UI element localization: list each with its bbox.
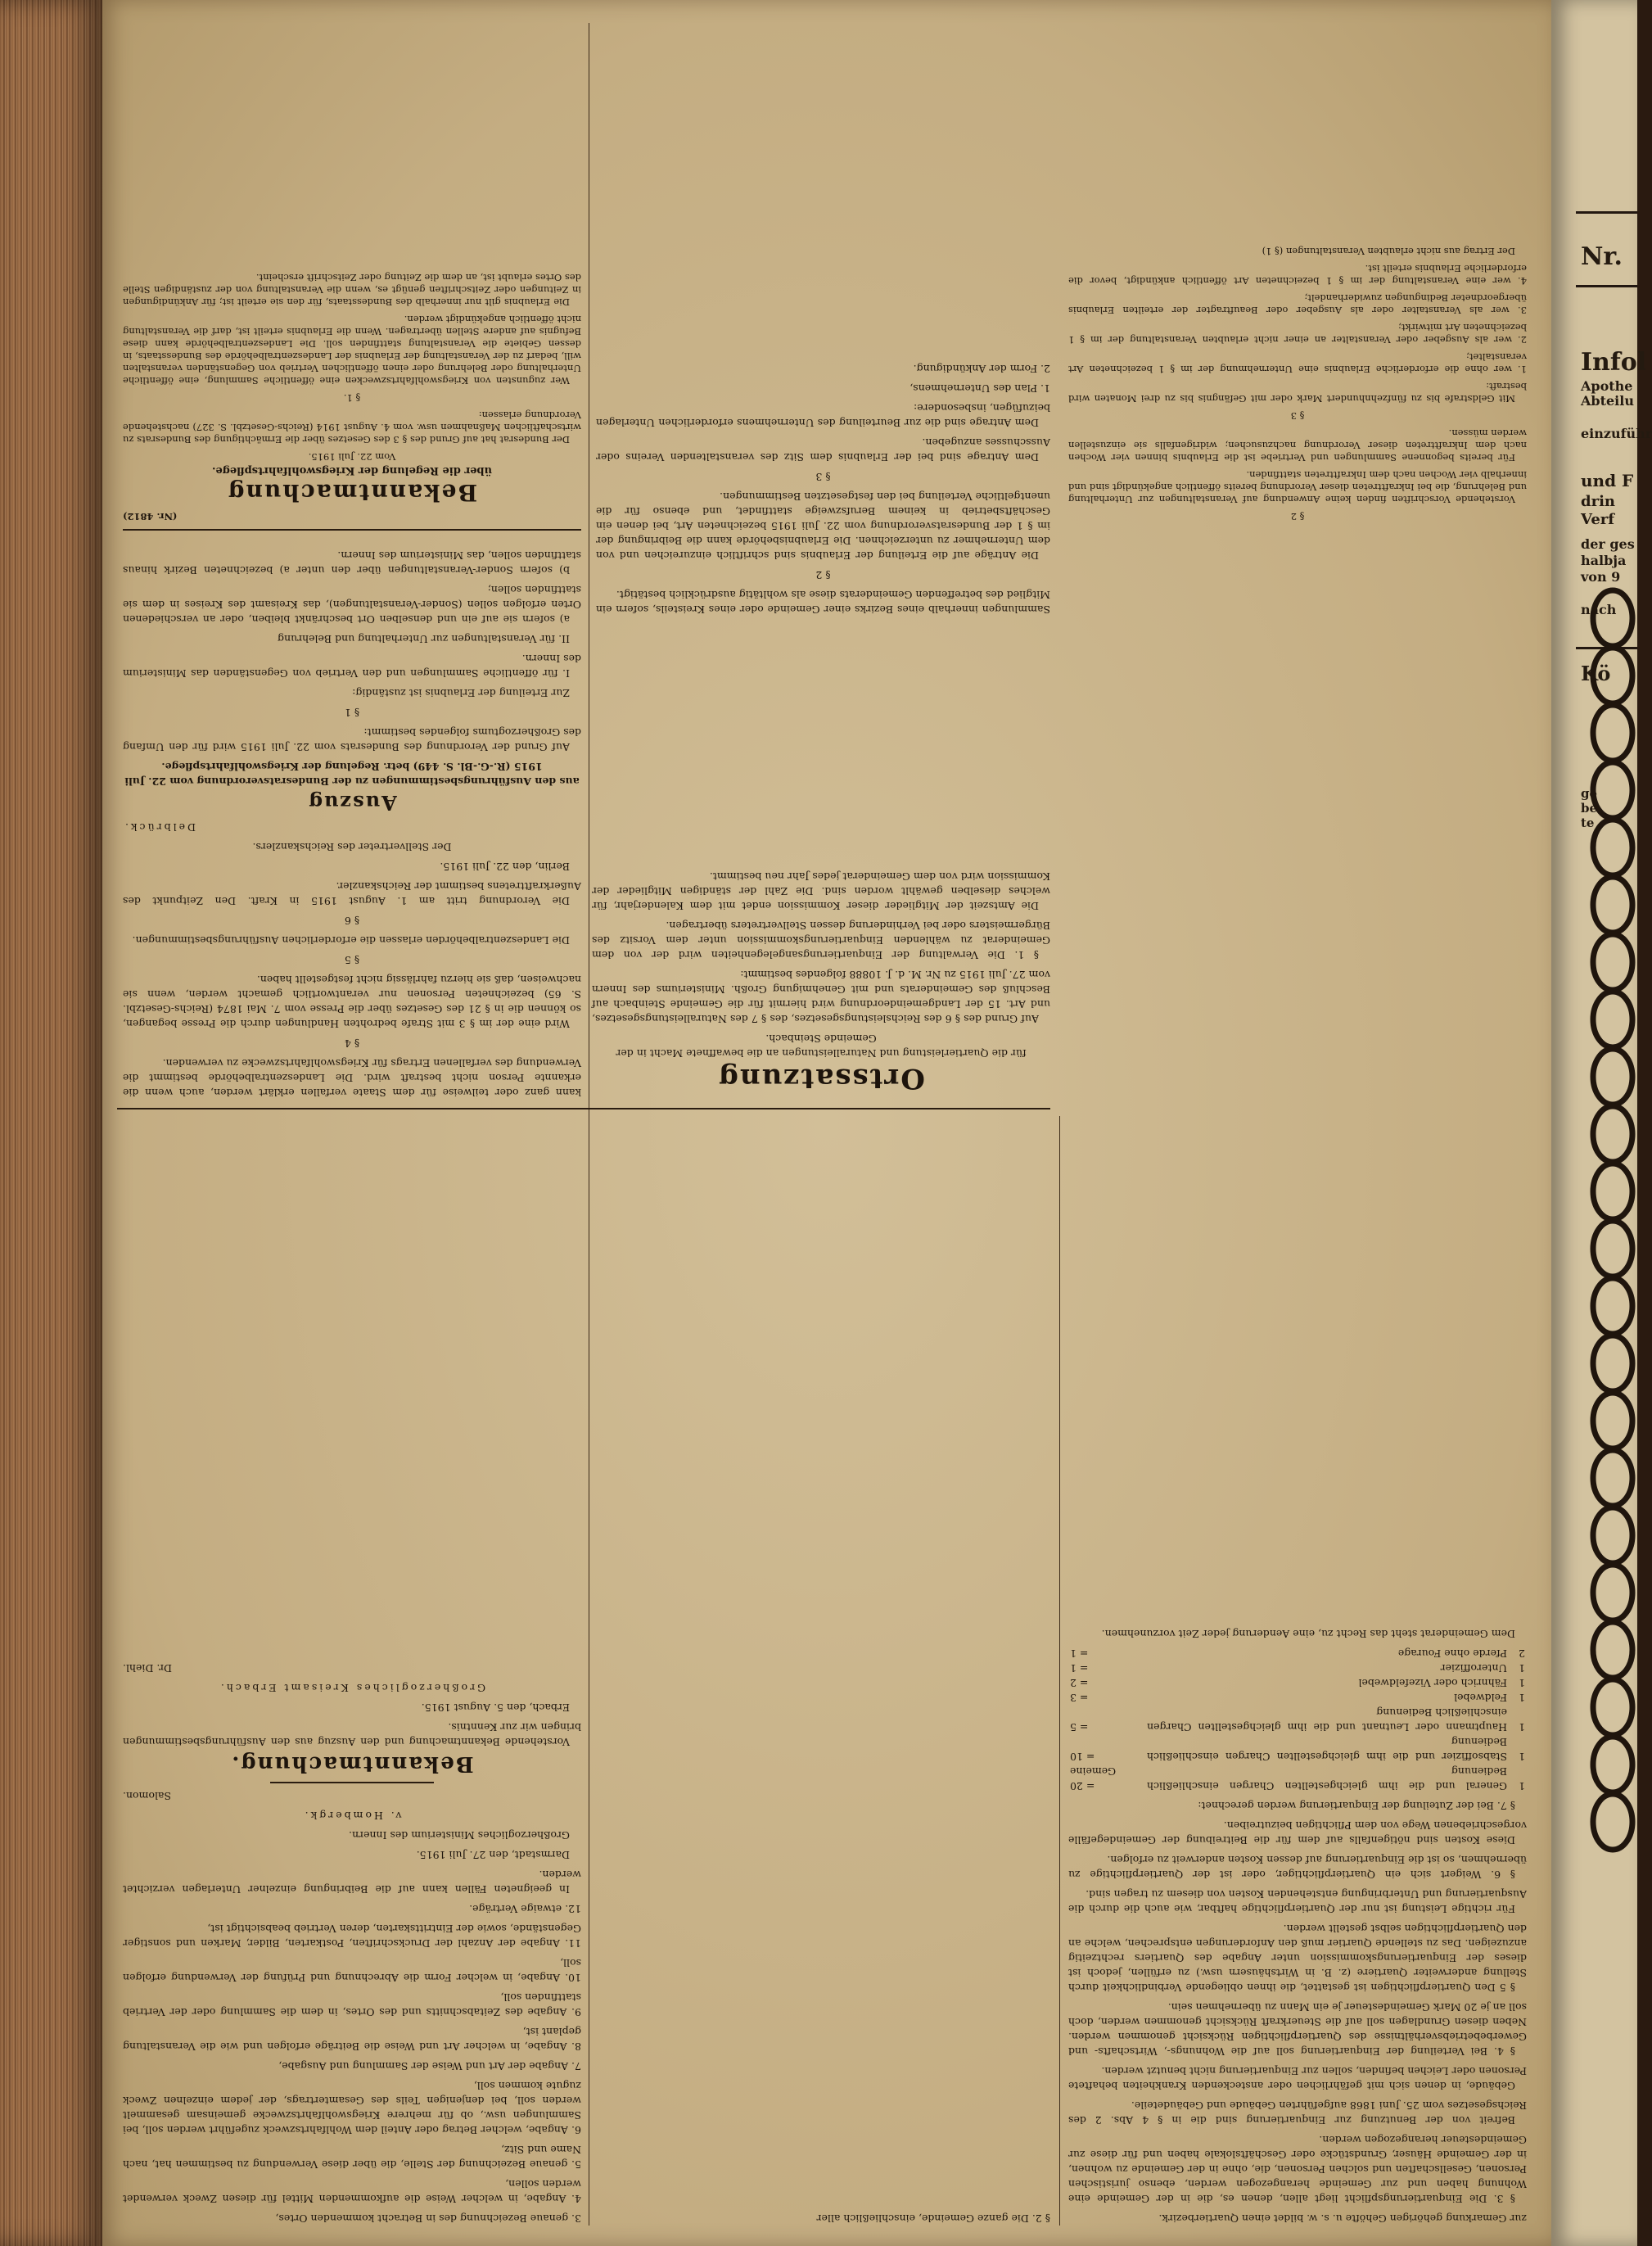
a6-intro1: für die Quartierleistung und Naturalleistungen an die bewaffnete Macht in der Gemeinde Steinbach. [616, 1033, 1027, 1060]
a4-item: 3. genaue Bezeichnung des in Betracht kommenden Ortes, [275, 2212, 581, 2225]
a4-end: In geeigneten Fällen kann auf die Beibringung einzelner Unterlagen verzichtet werden. [123, 1869, 581, 1896]
a3-item: 2. Form der Ankündigung. [913, 363, 1050, 375]
auszug-b: b) sofern Sonder-Veranstaltungen über den unter a) bezeichneten Bezirk hinaus stattfinden sollen, das Ministerium des Innern. [123, 549, 581, 576]
a2-p1: kann ganz oder teilweise für dem Staate verfallen erklärt werden, auch wenn die erkannte Person nicht bestraft wird. Die Landeszentralbehörde bestimmt die Verwendung des verfallenen Ertrags für Kriegswohlfahrtszwecke zu verwenden. [123, 1057, 581, 1099]
auszug-sub: aus den Ausführungsbestimmungen zu der Bundesratsverordnung vom 22. Juli 1915 (R.-G.-Bl. S. 449) betr. Regelung der Kriegswohlfahrtspflege. [124, 761, 580, 788]
newspaper-page [102, 0, 1551, 2246]
a7-end: Dem Gemeinderat steht das Recht zu, eine Aenderung jeder Zeit vorzunehmen. [1101, 1628, 1515, 1640]
rank-row: 2 Pferde ohne Fourage = 1 [1070, 1647, 1525, 1660]
adjacent-line: Abteilu [1581, 393, 1634, 409]
a2-signer: Delbrück. [123, 821, 196, 834]
a3-text: Sammlungen innerhalb eines Bezirks einer Gemeinde oder eines Kreisteils, sofern ein Mitglied des betreffenden Gemeinderats diese als wohltätig ausdrücklich bestätigt. [596, 589, 1050, 616]
page-upright-content-lower-2 [102, 0, 1551, 2246]
a4-signer: v. Hombergk. [302, 1810, 402, 1822]
a4-item: 6. Angabe, welcher Betrag oder Anteil dem Wohlfahrtszweck zugeführt werden soll, bei Sammlungen usw., ob für mehrere Kriegswohlfahrtszwecke gemeinsam gesammelt werden soll, bei denjenigen Teils des Gesamtertrags, der jedem einzelnen Zweck zugute kommen soll, [123, 2080, 581, 2136]
ortssatzung-title: Ortssatzung [717, 1062, 925, 1095]
a4-item: 7. Angabe der Art und Weise der Sammlung und Ausgabe, [278, 2060, 581, 2072]
rank-row: 1 Feldwebel = 3 [1070, 1692, 1525, 1704]
auszug-intro: Auf Grund der Verordnung des Bundesrats vom 22. Juli 1915 wird für den Umfang des Großherzogtums folgendes bestimmt: [123, 726, 581, 753]
adjacent-line: Verf [1581, 511, 1614, 528]
a4-ministry: Großherzogliches Ministerium des Innern. [349, 1829, 570, 1842]
a5-office: Großherzogliches Kreisamt Erbach. [218, 1682, 486, 1694]
a1-s2b: Für bereits begonnene Sammlungen und Vertriebe ist die Erlaubnis binnen vier Wochen nach dem Inkrafttreten dieser Verordnung nachzusuchen; widrigenfalls sie einzustellen werden müssen. [1068, 427, 1527, 463]
adjacent-line: Kö [1581, 662, 1611, 685]
a5-text: Vorstehende Bekanntmachung und den Auszug aus den Ausführungsbestimmungen bringen wir zur Kenntnis. [123, 1721, 581, 1748]
a1-s3-item: 4. wer eine Veranstaltung der im § 1 bezeichneten Art öffentlich ankündigt, bevor die erforderliche Erlaubnis erteilt ist. [1068, 263, 1527, 287]
a2-s6-head: § 6 [344, 915, 360, 927]
a4-item: 5. genaue Bezeichnung der Stelle, die über diese Verwendung zu bestimmen hat, nach Name und Sitz, [123, 2144, 581, 2171]
ornamental-chain-border [1576, 585, 1650, 1879]
a2-signer-role: Der Stellvertreter des Reichskanzlers. [252, 841, 452, 853]
adjacent-line: Apothe [1581, 378, 1633, 394]
auszug-a: a) sofern sie auf ein und denselben Ort beschränkt bleiben, oder an verschiedenen Orten erfolgen sollen (Sonder-Veranstaltungen), das Kreisamt des Kreises in dem sie stattfinden sollen; [123, 584, 581, 626]
a1-s3-end: Der Ertrag aus nicht erlaubten Veranstaltungen (§ 1) [1262, 246, 1515, 257]
a1-s1b: Die Erlaubnis gilt nur innerhalb des Bundesstaats, für den sie erteilt ist; für Ankündigungen in Zeitungen oder Zeitschriften genügt es, wenn die Veranstaltung von der zuständigen Stelle des Ortes erlaubt ist, an dem die Zeitung oder Zeitschrift erscheint. [123, 272, 581, 308]
rank-row: 1 Stabsoffizier und die ihm gleichgestellten Chargen einschließlich Bedienung = 10 [1070, 1736, 1525, 1763]
a1-s3-head: § 3 [1290, 410, 1305, 422]
a4-date: Darmstadt, den 27. Juli 1915. [416, 1849, 570, 1861]
a1-s3: Mit Geldstrafe bis zu fünfzehnhundert Mark oder mit Gefängnis bis zu drei Monaten wird bestraft: [1068, 381, 1527, 404]
ordnance-number: (Nr. 4812) [123, 511, 178, 522]
a1-s3-item: 1. wer ohne die erforderliche Erlaubnis eine Unternehmung der im § 1 bezeichneten Art veranstaltet; [1068, 351, 1527, 375]
a4-item: 12. etwaige Verträge. [469, 1903, 581, 1915]
a2-s4-head: § 4 [344, 1037, 360, 1050]
a3-item: 1. Plan des Unternehmens, [910, 382, 1050, 395]
a3-s3: Dem Antrage sind bei der Erlaubnis dem Sitz des veranstaltenden Vereins oder Ausschusses anzugeben. [596, 436, 1050, 463]
adjacent-line: te [1581, 816, 1595, 830]
a5-signer: Dr. Diehl. [123, 1662, 173, 1674]
a7-s3b: Befreit von der Benutzung zur Einquartierung sind die in § 4 Abs. 2 des Reichsgesetzes vom 25. Juni 1868 aufgeführten Gebäude und Gebäudeteile. [1068, 2099, 1527, 2126]
a4-item: 9. Angabe des Zeitabschnitts und des Ortes, in dem die Sammlung oder der Vertrieb stattfinden soll, [123, 1991, 581, 2018]
a5-place-date: Erbach, den 5. August 1915. [421, 1701, 570, 1714]
adjacent-line: drin [1581, 493, 1615, 510]
auszug-s1-text: Zur Erteilung der Erlaubnis ist zuständig: [352, 687, 570, 699]
a7-s6b: Diese Kosten sind nötigenfalls auf dem für die Beitreibung der Gemeindegefälle vorgeschriebenen Wege von dem Pflichtigen beizutreiben. [1068, 1819, 1527, 1846]
adjacent-line: Infol [1581, 348, 1647, 377]
adjacent-header: Nr. [1581, 242, 1623, 271]
a6-intro2: Auf Grund des § 6 des Reichsleistungsgesetzes, des § 7 des Naturalleistungsgesetzes, und Art. 15 der Landgemeindeordnung wird hiermit für die Gemeinde Steinbach auf Beschluß des Gemeinderats und mit Genehmigung Großh. Ministeriums des Innern vom 27. Juli 1915 zu Nr. M. d. J. 10888 folgendes bestimmt: [592, 969, 1050, 1025]
a1-s2-head: § 2 [1290, 511, 1305, 522]
a7-s5: § 5 Den Quartierpflichtigen ist gestattet, die ihnen obliegende Verbindlichkeit durch Stellung anderweiter Quartiere (z. B. in Wirtshäusern usw.) zu erfüllen, jedoch ist dieses der Einquartierungskommission unter Angabe des Quartiers rechtzeitig anzuzeigen. Das zu stellende Quartier muß den Anforderungen entsprechen, welche an den Quartierpflichtigen selbst gestellt werden. [1068, 1923, 1527, 1994]
a1-s1: Wer zugunsten von Kriegswohlfahrtszwecken eine öffentliche Sammlung, eine öffentliche Unterhaltung oder Belehrung oder einen öffentlichen Vertrieb von Gegenständen veranstalten will, bedarf zu der Veranstaltung der Erlaubnis der Landeszentralbehörde des Bundesstaats, in dessen Gebiete die Veranstaltung stattfinden soll. Die Landeszentralbehörde kann diese Befugnis auf andere Stellen übertragen. Wenn die Erlaubnis erteilt ist, darf die Veranstaltung nicht öffentlich angekündigt werden. [123, 314, 581, 386]
rank-row: 1 General und die ihm gleichgestellten Chargen einschließlich Bedienung = 20 Gemeine [1070, 1765, 1525, 1792]
a1-s2: Vorstehende Vorschriften finden keine Anwendung auf Veranstaltungen zur Unterhaltung und Belehrung, die bei Inkrafttreten dieser Verordnung bereits öffentlich angekündigt sind und innerhalb vier Wochen nach dem Inkrafttreten stattfinden. [1068, 469, 1527, 505]
adjacent-line: nach [1581, 602, 1617, 617]
adjacent-line: einzuführ [1581, 426, 1652, 441]
a1-s3-item: 3. wer als Veranstalter oder als Ausgeber oder Beauftragter der erteilten Erlaubnis übergeordneter Bedingungen zuwiderhandelt; [1068, 292, 1527, 316]
adjacent-line: halbja [1581, 553, 1627, 568]
a2-s5: Die Landeszentralbehörden erlassen die erforderlichen Ausführungsbestimmungen. [132, 934, 570, 947]
adjacent-line: ge [1581, 786, 1598, 801]
rank-row: 1 Unteroffizier = 1 [1070, 1662, 1525, 1674]
a1-s1-head: § 1. [343, 392, 361, 404]
a2-s4: Wird eine der im § 3 mit Strafe bedrohten Handlungen durch die Presse begangen, so können die in § 21 des Gesetzes über die Presse vom 7. Mai 1874 (Reichs-Gesetzbl. S. 65) bezeichneten Personen nur verantwortlich gemacht werden, wenn sie nachweisen, daß sie hierzu fahrlässig nicht festgestellt haben. [123, 974, 581, 1030]
a3-s2-head: § 2 [815, 569, 831, 581]
a7-s3: § 3. Die Einquartierungspflicht liegt allen, denen es, die in der Gemeinde eine Wohnung haben und zur Gemeinde herangezogen werden, ebenso juristischen Personen, Gesellschaften und solchen Personen, die, ohne in der Gemeinde zu wohnen, in der Gemeinde Häuser, Grundstücke oder Geschäftslokale haben und für diese zur Gemeindesteuer herangezogen werden. [1068, 2134, 1527, 2205]
a4-item: 8. Angabe, in welcher Art und Weise die Beiträge erfolgen und wie die Veranstaltung geplant ist, [123, 2026, 581, 2053]
adjacent-line: der ges [1581, 536, 1635, 552]
a6-s1b: Die Amtszeit der Mitglieder dieser Kommission endet mit dem Kalenderjahr, für welches dieselben gewählt worden sind. Die Zahl der ständigen Mitglieder der Kommission wird von dem Gemeinderat jedes Jahr neu bestimmt. [592, 870, 1050, 912]
a7-text: zur Gemarkung gehörigen Gehöfte u. s. w. bildet einen Quartierbezirk. [1158, 2212, 1527, 2225]
a3-s3-head: § 3 [815, 471, 831, 483]
a7-s7: § 7. Bei der Zuteilung der Einquartierung werden gerechnet: [1198, 1800, 1515, 1812]
a2-s6: Die Verordnung tritt am 1. August 1915 in Kraft. Den Zeitpunkt des Außerkrafttretens bestimmt der Reichskanzler. [123, 880, 581, 907]
adjacent-line: be [1581, 801, 1598, 816]
a3-s2: Die Anträge auf die Erteilung der Erlaubnis sind schriftlich einzureichen und von dem Unternehmer zu unterzeichnen. Die Erlaubnisbehörde kann die Beibringung der im § 1 der Bundesratsverordnung vom 22. Juli 1915 bezeichneten Art, bei denen ein Geschäftsbetrieb in keinem Berufszweige stattfindet, und ebenso für die unentgeltliche Verteilung bei den festgesetzten Bestimmungen. [596, 490, 1050, 562]
adjacent-line: und F [1581, 471, 1634, 490]
a1-intro: Der Bundesrat hat auf Grund des § 3 des Gesetzes über die Ermächtigung des Bundesrats zu wirtschaftlichen Maßnahmen usw. vom 4. August 1914 (Reichs-Gesetzbl. S. 327) nachstehende Verordnung erlassen: [123, 409, 581, 445]
auszug-s1: § 1 [344, 707, 360, 719]
a3-s3b: Dem Antrage sind die zur Beurteilung des Unternehmens erforderlichen Unterlagen beizufügen, insbesondere: [596, 402, 1050, 429]
adjacent-page-strip [1551, 0, 1652, 2246]
auszug-ii: II. für Veranstaltungen zur Unterhaltung und Belehrung [278, 633, 570, 645]
kreisamt-title: Bekanntmachung. [230, 1751, 474, 1776]
a1-date: Vom 22. Juli 1915. [308, 451, 396, 463]
a4-item: 4. Angabe, in welcher Weise die aufkommenden Mittel für diesen Zweck verwendet werden sollen, [123, 2178, 581, 2205]
a4-item: 10. Angabe, in welcher Form die Abrechnung und Prüfung der Verwendung erfolgen soll, [123, 1957, 581, 1984]
a1-s3-item: 2. wer als Ausgeber oder Veranstalter an einer nicht erlaubten Veranstaltung der im § 1 bezeichneten Art mitwirkt; [1068, 322, 1527, 346]
a2-s5-head: § 5 [344, 954, 360, 966]
a1-title: Bekanntmachung [226, 479, 478, 506]
rank-row: 1 Fähnrich oder Vizefeldwebel = 2 [1070, 1677, 1525, 1689]
a6-s2-fragment: § 2. Die ganze Gemeinde, einschließlich aller [816, 2212, 1050, 2225]
a4-item: 11. Angabe der Anzahl der Druckschriften, Postkarten, Bilder, Marken und sonstiger Gegenstände, sowie der Eintrittskarten, deren Vertrieb beabsichtigt ist, [123, 1923, 581, 1950]
book-edge [0, 0, 102, 2246]
auszug-i: I. für öffentliche Sammlungen und den Vertrieb von Gegenständen das Ministerium des Innern. [123, 653, 581, 680]
a4-signer2: Salomon. [123, 1790, 171, 1802]
a6-s1: § 1. Die Verwaltung der Einquartierungsangelegenheiten wird der von dem Gemeinderat zu wählenden Einquartierungskommission unter dem Vorsitz des Bürgermeisters oder bei Verhinderung dessen Stellvertreters übertragen. [592, 920, 1050, 961]
rank-row: 1 Hauptmann oder Leutnant und die ihm gleichgestellten Chargen einschließlich Bedienung = 5 [1070, 1706, 1525, 1733]
a7-s6: § 6. Weigert sich ein Quartierpflichtiger, oder ist der Quartierpflichtige zu übernehmen, so ist die Einquartierung auf dessen Kosten anderweit zu erfolgen. [1068, 1854, 1527, 1881]
a7-s4: § 4. Bei Verteilung der Einquartierung soll auf die Wohnungs-, Wirtschafts- und Gewerbebetriebsverhältnisse des Quartierpflichtigen Rücksicht genommen werden. Neben diesen Grundlagen soll auf die Steuerkraft Rücksicht genommen werden, doch soll an je 20 Mark Gemeindesteuer je ein Mann zu übernehmen sein. [1068, 2001, 1527, 2058]
header-rule [1576, 285, 1637, 287]
a7-s3c: Gebäude, in denen sich mit gefährlichen oder ansteckenden Krankheiten behaftete Personen oder Leichen befinden, sollen zur Einquartierung nicht benutzt werden. [1068, 2065, 1527, 2092]
a2-date: Berlin, den 22. Juli 1915. [440, 861, 570, 873]
adjacent-line: von 9 [1581, 569, 1621, 585]
header-rule [1576, 211, 1637, 214]
a1-subtitle: über die Regelung der Kriegswohlfahrtspflege. [212, 464, 492, 477]
a7-s5b: Für richtige Leistung ist nur der Quartierpflichtige haftbar, wie auch die durch die Ausquartierung und Unterbringung entstehenden Kosten von diesem zu tragen sind. [1068, 1888, 1527, 1915]
auszug-title: Auszug [307, 791, 397, 815]
